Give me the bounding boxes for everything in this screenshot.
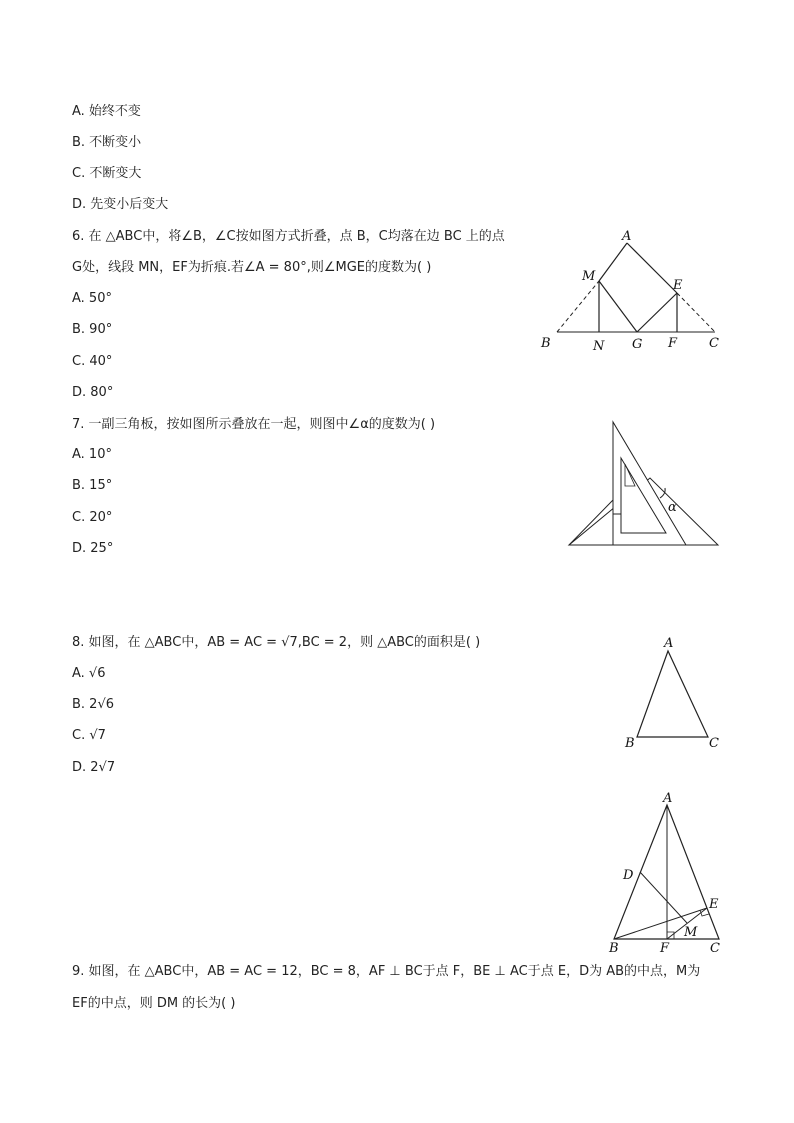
q6-stem-line2: G处，线段 MN，EF为折痕.若∠A = 80°,则∠MGE的度数为( ) — [72, 260, 432, 275]
q6-option-c: C. 40° — [72, 354, 113, 369]
q7-figure — [565, 418, 723, 550]
q6-label-e: E — [673, 278, 683, 293]
q8-stem: 8. 如图，在 △ABC中，AB = AC = √7,BC = 2，则 △ABC的面积是( ) — [72, 635, 481, 650]
q8-triangle-abc — [637, 651, 708, 737]
q7-option-c: C. 20° — [72, 510, 113, 525]
q7-angle-arc — [660, 488, 665, 498]
q6-option-d: D. 80° — [72, 385, 114, 400]
q5-option-b: B. 不断变小 — [72, 135, 142, 150]
q5-option-a: A. 始终不变 — [72, 104, 141, 119]
q6-label-g: G — [632, 337, 643, 352]
q7-stem: 7. 一副三角板，按如图所示叠放在一起，则图中∠α的度数为( ) — [72, 417, 436, 432]
q7-option-b: B. 15° — [72, 478, 113, 493]
q9-label-f: F — [660, 941, 670, 956]
q8-option-c: C. √7 — [72, 728, 106, 743]
q6-label-a: A — [622, 229, 632, 244]
q7-option-a: A. 10° — [72, 447, 112, 462]
q6-segment-mg — [599, 281, 637, 332]
q6-label-f: F — [668, 336, 678, 351]
q8-option-d: D. 2√7 — [72, 760, 116, 775]
q9-figure — [603, 790, 728, 960]
q6-figure — [535, 225, 730, 360]
q7-tall-triangle — [613, 422, 686, 545]
q6-option-a: A. 50° — [72, 291, 112, 306]
q9-label-d: D — [623, 868, 634, 883]
q6-segment-ge — [637, 293, 677, 332]
q7-label-alpha: α — [668, 500, 677, 515]
q9-label-c: C — [710, 941, 720, 956]
q6-side-ae — [627, 243, 677, 293]
q5-option-d: D. 先变小后变大 — [72, 197, 169, 212]
q9-label-b: B — [609, 941, 619, 956]
q9-label-a: A — [663, 791, 673, 806]
q7-option-d: D. 25° — [72, 541, 114, 556]
q8-figure — [620, 633, 725, 751]
q6-label-n: N — [593, 339, 605, 354]
q6-label-c: C — [709, 336, 719, 351]
q9-label-e: E — [709, 897, 719, 912]
q6-dashed-bm — [557, 281, 599, 332]
q7-left-edge — [569, 500, 613, 545]
q8-option-a: A. √6 — [72, 666, 106, 681]
q6-side-ma — [599, 243, 627, 281]
q6-option-b: B. 90° — [72, 322, 113, 337]
q8-label-b: B — [625, 736, 635, 751]
q5-option-c: C. 不断变大 — [72, 166, 142, 181]
q8-option-b: B. 2√6 — [72, 697, 115, 712]
q9-stem-line2: EF的中点，则 DM 的长为( ) — [72, 996, 236, 1011]
q8-label-c: C — [709, 736, 719, 751]
q6-label-b: B — [541, 336, 551, 351]
q6-label-m: M — [582, 269, 596, 284]
q6-stem-line1: 6. 在 △ABC中，将∠B，∠C按如图方式折叠，点 B，C均落在边 BC 上的点 — [72, 229, 505, 244]
q6-dashed-ec — [677, 293, 715, 332]
q9-segment-dm — [640, 872, 687, 923]
q9-label-m: M — [684, 925, 698, 940]
q9-stem-line1: 9. 如图，在 △ABC中，AB = AC = 12，BC = 8，AF ⊥ BC于点 F，BE ⊥ AC于点 E，D为 AB的中点，M为 — [72, 964, 701, 979]
q8-label-a: A — [664, 636, 674, 651]
